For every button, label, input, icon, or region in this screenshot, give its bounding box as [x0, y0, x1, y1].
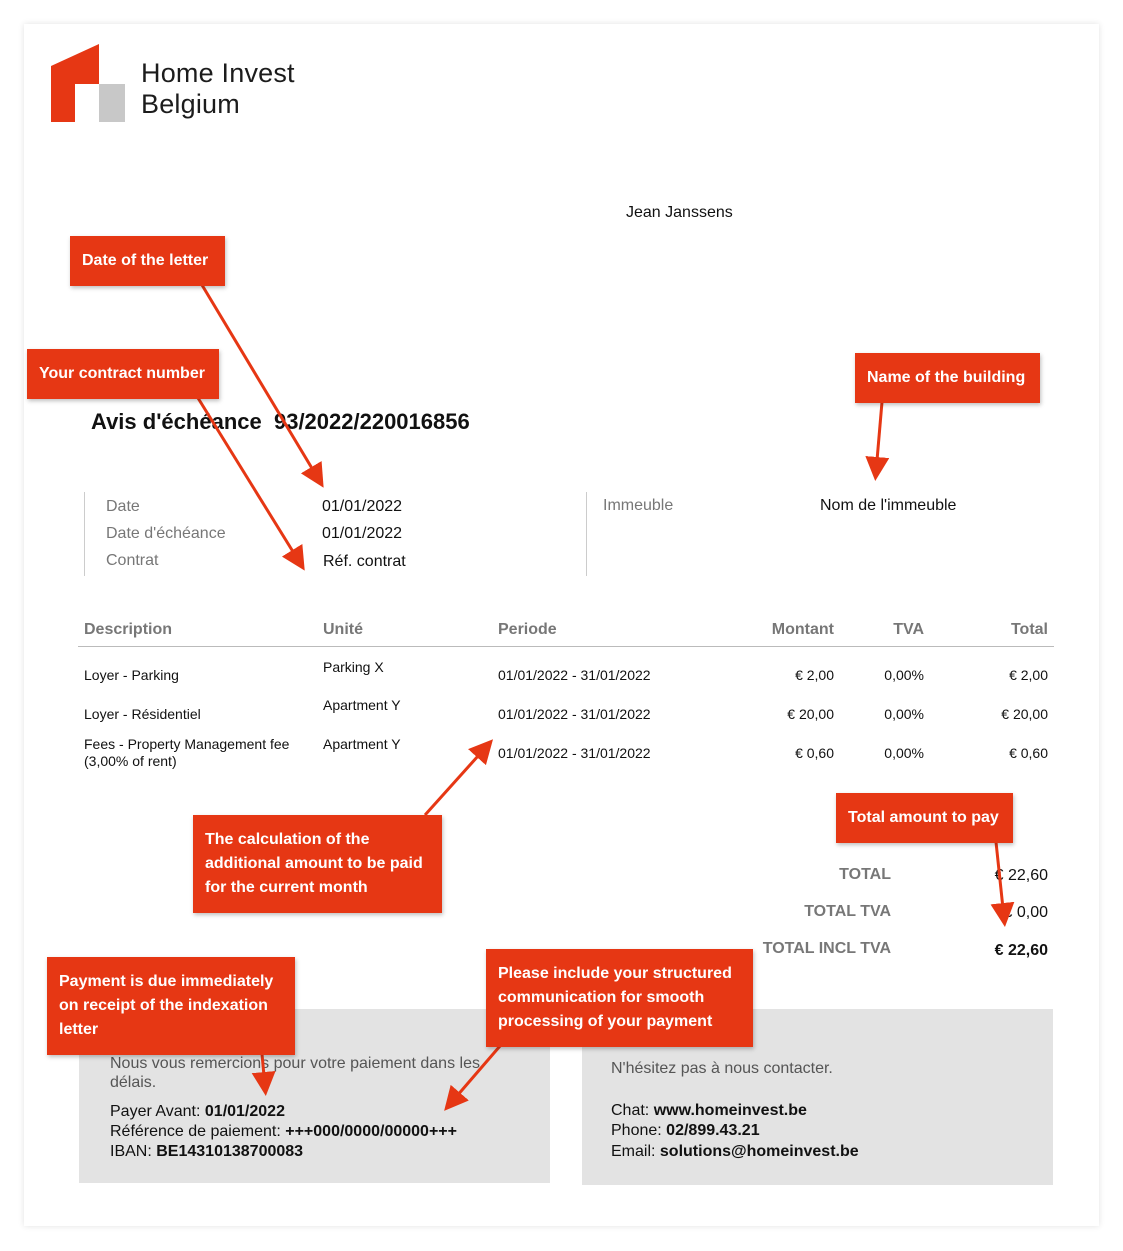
payment-thanks: Nous vous remercions pour votre paiement dans les délais.	[110, 1055, 480, 1091]
pay-before-value: 01/01/2022	[204, 1103, 285, 1120]
callout-total-amount: Total amount to pay	[836, 793, 1013, 843]
email-link[interactable]: solutions@homeinvest.be	[659, 1143, 859, 1160]
callout-payment-due	[47, 957, 295, 1055]
iban-label: IBAN:	[110, 1143, 152, 1160]
due-date-label: Date d'échéance	[106, 525, 226, 542]
row1-vat: 0,00%	[884, 667, 924, 683]
callout-structured-communication	[486, 949, 753, 1047]
recipient-name: Jean Janssens	[626, 204, 733, 221]
payment-reference-value: +++000/0000/00000+++	[285, 1123, 457, 1140]
callout-building-name: Name of the building	[855, 353, 1040, 403]
contract-label: Contrat	[106, 552, 159, 569]
callout-structured-line1: Please include your structured	[498, 965, 732, 982]
row2-period: 01/01/2022 - 31/01/2022	[498, 706, 651, 722]
callout-payment-due-line1: Payment is due immediately	[59, 973, 274, 990]
callout-calculation-line2: additional amount to be paid	[205, 855, 423, 872]
row2-amount: € 20,00	[787, 706, 834, 722]
arrow-building-name	[876, 402, 882, 472]
total-label: TOTAL	[839, 866, 891, 883]
arrow-total-amount	[996, 842, 1004, 918]
pay-before-label: Payer Avant:	[110, 1103, 201, 1120]
col-amount: Montant	[771, 621, 834, 638]
row1-unit: Parking X	[323, 659, 384, 675]
callout-payment-due-line2: on receipt of the indexation	[59, 997, 268, 1014]
due-date-value: 01/01/2022	[322, 525, 403, 542]
col-description: Description	[84, 621, 173, 638]
arrow-date-of-letter	[202, 285, 319, 480]
row3-amount: € 0,60	[795, 745, 834, 761]
row1-amount: € 2,00	[795, 667, 834, 683]
callout-structured-line2: communication for smooth	[498, 989, 705, 1006]
iban-value: BE14310138700083	[156, 1143, 304, 1160]
row3-description-line2: (3,00% of rent)	[84, 753, 177, 769]
callout-calculation-line3: for the current month	[205, 879, 368, 896]
chat-link[interactable]: www.homeinvest.be	[653, 1102, 807, 1119]
row2-total: € 20,00	[1001, 706, 1048, 722]
document-number: 93/2022/220016856	[273, 409, 470, 434]
building-value: Nom de l'immeuble	[820, 497, 957, 514]
row3-total: € 0,60	[1009, 745, 1048, 761]
total-vat-label: TOTAL TVA	[804, 903, 891, 920]
row1-total: € 2,00	[1009, 667, 1048, 683]
date-value: 01/01/2022	[322, 498, 403, 515]
col-vat: TVA	[893, 621, 924, 638]
arrow-calculation	[425, 746, 487, 815]
contact-intro: N'hésitez pas à nous contacter.	[611, 1060, 833, 1077]
col-period: Periode	[498, 621, 557, 638]
total-value: € 22,60	[994, 867, 1048, 884]
col-total: Total	[1010, 621, 1048, 638]
total-vat-value: € 0,00	[1003, 904, 1048, 921]
callout-date-of-letter: Date of the letter	[70, 236, 225, 286]
email-label: Email:	[611, 1143, 656, 1160]
logo-line-2: Belgium	[141, 89, 240, 119]
row3-unit: Apartment Y	[323, 736, 401, 752]
row3-period: 01/01/2022 - 31/01/2022	[498, 745, 651, 761]
logo-line-1: Home Invest	[141, 58, 295, 88]
phone-value: 02/899.43.21	[666, 1122, 760, 1139]
arrow-structured-communication	[450, 1046, 500, 1104]
callout-structured-line3: processing of your payment	[498, 1013, 713, 1030]
callout-calculation	[193, 815, 442, 913]
callout-calculation-line1: The calculation of the	[205, 831, 370, 848]
total-incl-vat-label: TOTAL INCL TVA	[762, 940, 891, 957]
col-unit: Unité	[323, 621, 363, 638]
row1-description: Loyer - Parking	[84, 667, 179, 683]
row2-unit: Apartment Y	[323, 697, 401, 713]
row2-vat: 0,00%	[884, 706, 924, 722]
contract-value: Réf. contrat	[323, 553, 406, 570]
arrow-payment-due	[262, 1054, 265, 1087]
row2-description: Loyer - Résidentiel	[84, 706, 201, 722]
phone-label: Phone:	[611, 1122, 662, 1139]
total-incl-vat-value: € 22,60	[994, 942, 1048, 959]
callout-contract-number: Your contract number	[27, 349, 219, 399]
payment-reference-label: Référence de paiement:	[110, 1123, 281, 1140]
row3-vat: 0,00%	[884, 745, 924, 761]
callout-payment-due-line3: letter	[59, 1021, 99, 1038]
chat-label: Chat:	[611, 1102, 650, 1119]
title-label: Avis d'échéance	[91, 409, 262, 434]
date-label: Date	[106, 498, 140, 515]
building-label: Immeuble	[603, 497, 674, 514]
row1-period: 01/01/2022 - 31/01/2022	[498, 667, 651, 683]
row3-description-line1: Fees - Property Management fee	[84, 736, 290, 752]
